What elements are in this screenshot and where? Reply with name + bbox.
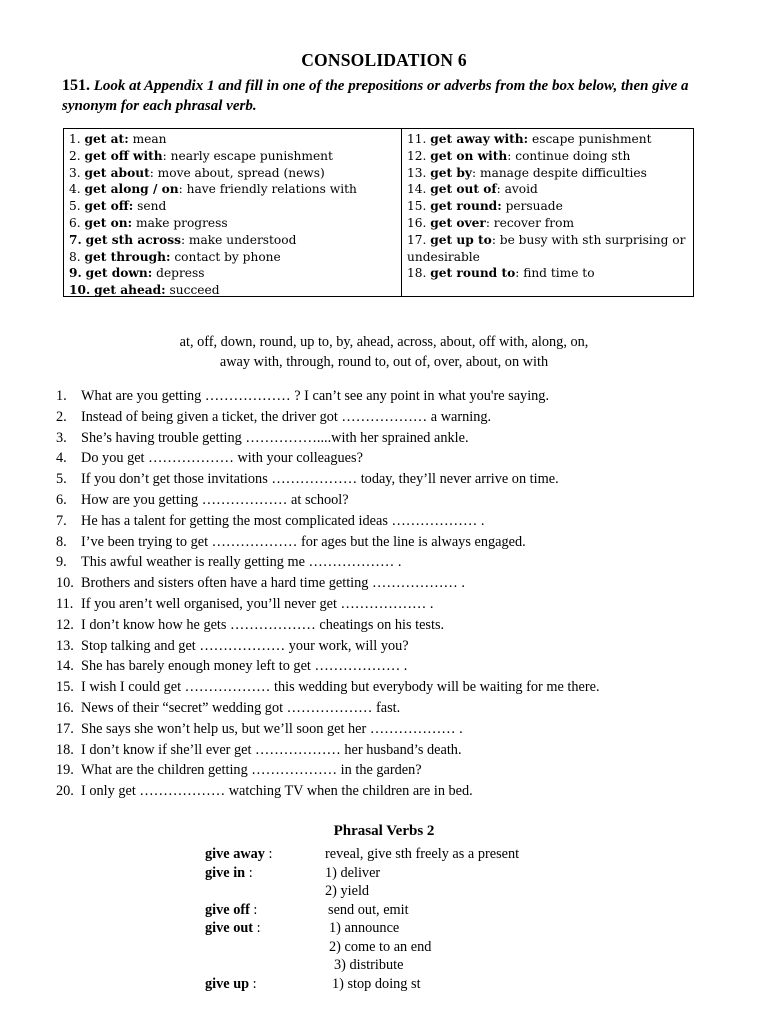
- exercise-item: 6. How are you getting ……………… at school?: [56, 491, 349, 508]
- definition-row: 7. get sth across: make understood: [69, 232, 297, 247]
- definition-row: 9. get down: depress: [69, 266, 205, 281]
- definition-row: 14. get out of: avoid: [407, 182, 538, 197]
- exercise-instruction: [62, 76, 702, 116]
- exercise-item: 12. I don’t know how he gets ……………… cheatings on his tests.: [56, 616, 445, 633]
- exercise-item: 20. I only get ……………… watching TV when the children are in bed.: [56, 783, 473, 800]
- definitions-table: [63, 128, 694, 297]
- exercise-item: 8. I’ve been trying to get ……………… for ages but the line is always engaged.: [56, 533, 526, 550]
- definition-row: 10. get ahead: succeed: [69, 283, 220, 298]
- definition-row: 16. get over: recover from: [407, 215, 575, 230]
- exercise-item: 4. Do you get ……………… with your colleagues?: [56, 450, 363, 467]
- definition-row: 18. get round to: find time to: [407, 266, 595, 281]
- exercise-item: 10. Brothers and sisters often have a hard time getting ……………… .: [56, 575, 465, 592]
- exercise-item: 14. She has barely enough money left to get ……………… .: [56, 658, 408, 675]
- definition-row: 15. get round: persuade: [407, 199, 563, 214]
- word-box: [0, 332, 768, 372]
- exercise-item: 18. I don’t know if she’ll ever get ……………… her husband’s death.: [56, 741, 462, 758]
- definitions-left-column: [64, 129, 402, 296]
- exercise-item: 15. I wish I could get ……………… this wedding but everybody will be waiting for me there.: [56, 679, 600, 696]
- exercise-item: 9. This awful weather is really getting me ……………… .: [56, 554, 402, 571]
- definition-row: 13. get by: manage despite difficulties: [407, 165, 647, 180]
- definition-row: 3. get about: move about, spread (news): [69, 165, 325, 180]
- word-box-line: at, off, down, round, up to, by, ahead, across, about, off with, along, on,: [179, 334, 589, 350]
- exercise-number: 151.: [62, 77, 90, 94]
- definition-row: 4. get along / on: have friendly relations with: [69, 182, 357, 197]
- definition-row: 11. get away with: escape punishment: [407, 132, 652, 146]
- phrasal-verb-line: give out : 1) announce: [205, 920, 400, 936]
- phrasal-verb-line: give up : 1) stop doing st: [205, 975, 421, 992]
- definition-row: 12. get on with: continue doing sth: [407, 148, 631, 163]
- exercise-list: [56, 386, 746, 802]
- exercise-item: 17. She says she won’t help us, but we’ll soon get her ……………… .: [56, 720, 463, 737]
- exercise-item: 16. News of their “secret” wedding got ……………… fast.: [56, 699, 401, 716]
- definitions-right-column: [402, 129, 693, 296]
- exercise-item: 3. She’s having trouble getting ……………....with her sprained ankle.: [56, 429, 469, 446]
- word-box-line: away with, through, round to, out of, over, about, on with: [219, 354, 549, 370]
- exercise-item: 11. If you aren’t well organised, you’ll never get ……………… .: [56, 595, 434, 612]
- definition-row: 2. get off with: nearly escape punishment: [69, 148, 333, 163]
- exercise-item: 2. Instead of being given a ticket, the driver got ……………… a warning.: [56, 408, 492, 425]
- definition-row: 8. get through: contact by phone: [69, 249, 281, 264]
- exercise-item: 19. What are the children getting ……………… in the garden?: [56, 762, 422, 779]
- definition-row: 5. get off: send: [69, 199, 167, 214]
- definition-row: 17. get up to: be busy with sth surprising or: [407, 232, 686, 247]
- phrasal-verb-line: give off : send out, emit: [205, 901, 409, 918]
- instruction-text: Look at Appendix 1 and fill in one of the prepositions or adverbs from the box below, then give a synonym for each phrasal verb.: [62, 78, 689, 114]
- definition-row-continuation: undesirable: [407, 249, 480, 264]
- exercise-item: 7. He has a talent for getting the most complicated ideas ……………… .: [56, 512, 485, 529]
- exercise-item: 1. What are you getting ……………… ? I can’t see any point in what you're saying.: [56, 388, 550, 404]
- definition-row: 6. get on: make progress: [69, 215, 228, 230]
- exercise-item: 13. Stop talking and get ……………… your work, will you?: [56, 637, 409, 654]
- exercise-item: 5. If you don’t get those invitations ……………… today, they’ll never arrive on time.: [56, 471, 559, 488]
- definition-row: 1. get at: mean: [69, 132, 167, 146]
- phrasal-verb-line: give in : 1) deliver: [205, 864, 381, 881]
- page-title: CONSOLIDATION 6: [301, 50, 467, 70]
- section-title: Phrasal Verbs 2: [333, 823, 435, 839]
- phrasal-verb-line: give away : reveal, give sth freely as a present: [205, 846, 520, 862]
